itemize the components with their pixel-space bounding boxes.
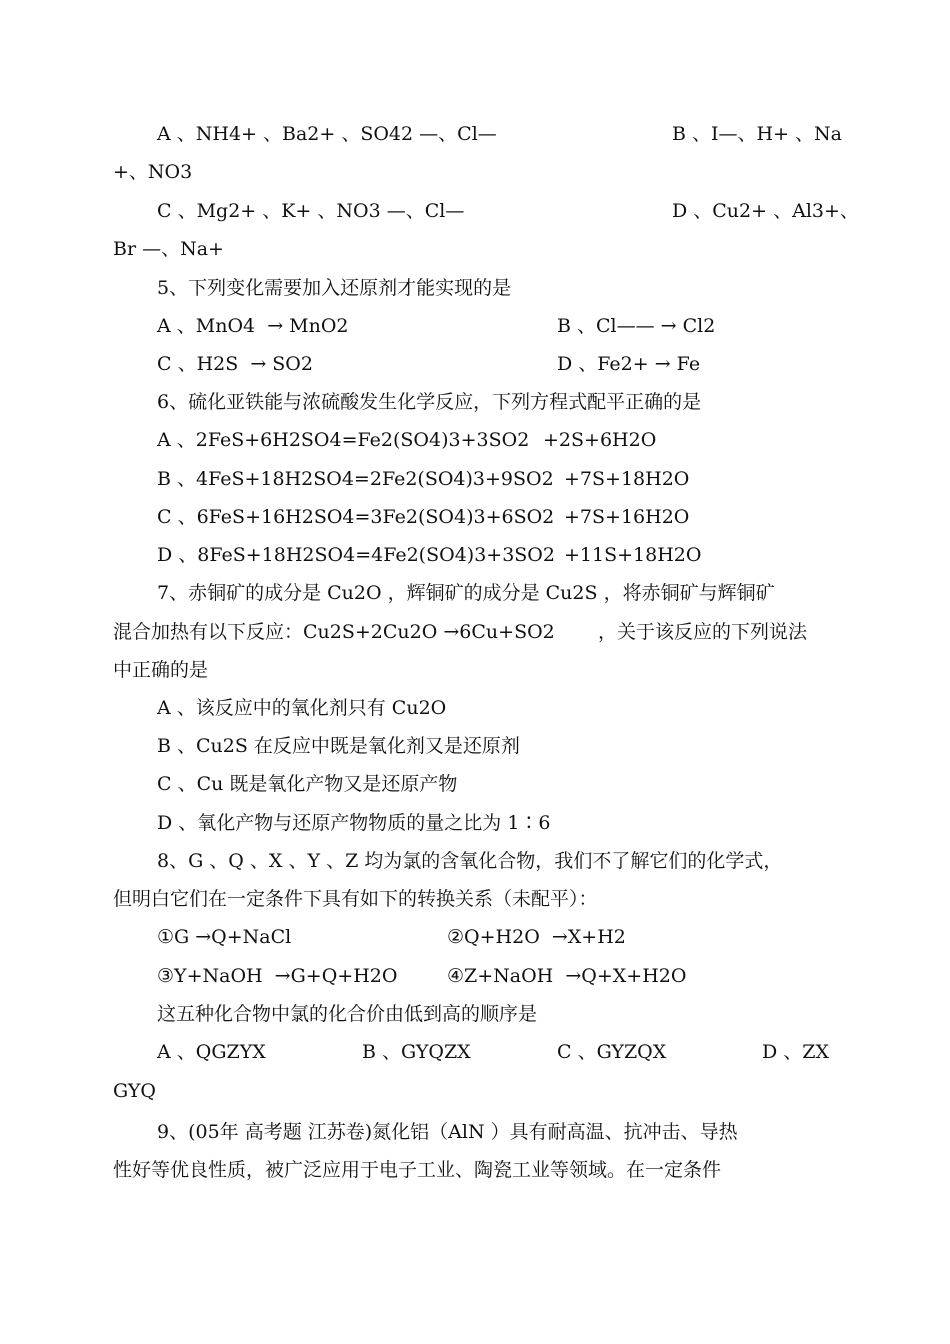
- q5-option-a: A 、MnO4 → MnO2: [157, 315, 349, 337]
- q8-option-d-continued: GYQ: [113, 1080, 156, 1102]
- q8-reaction-1: ①G →Q+NaCl: [157, 926, 292, 948]
- q7-option-c: C 、Cu 既是氧化产物又是还原产物: [157, 773, 458, 795]
- q8-stem-line-2: 但明白它们在一定条件下具有如下的转换关系（未配平）：: [113, 888, 598, 910]
- q4-option-d: D 、Cu2+ 、Al3+、: [672, 200, 859, 222]
- q9-stem-line-1: 9、(05年 高考题 江苏卷)氮化铝（AlN ）具有耐高温、抗冲击、导热: [157, 1121, 738, 1143]
- q8-option-b: B 、GYQZX: [362, 1041, 471, 1063]
- q9-stem-line-2: 性好等优良性质，被广泛应用于电子工业、陶瓷工业等领域。在一定条件: [113, 1159, 722, 1181]
- q7-option-b: B 、Cu2S 在反应中既是氧化剂又是还原剂: [157, 735, 520, 757]
- q7-stem-line-3: 中正确的是: [113, 659, 209, 681]
- q8-question: 这五种化合物中氯的化合价由低到高的顺序是: [157, 1003, 538, 1025]
- q6-option-b-tail: +7S+18H2O: [564, 468, 690, 490]
- q4-option-b: B 、I—、H+ 、Na: [672, 123, 842, 145]
- q6-option-b: B 、4FeS+18H2SO4=2Fe2(SO4)3+9SO2: [157, 468, 554, 490]
- q6-option-c-tail: +7S+16H2O: [564, 506, 690, 528]
- q8-option-d: D 、ZX: [762, 1041, 830, 1063]
- q8-reaction-4: ④Z+NaOH →Q+X+H2O: [447, 965, 687, 987]
- q4-option-a: A 、NH4+ 、Ba2+ 、SO42 —、Cl—: [157, 123, 497, 145]
- q7-stem-line-1: 7、赤铜矿的成分是 Cu2O ，辉铜矿的成分是 Cu2S ，将赤铜矿与辉铜矿: [157, 582, 775, 604]
- q5-option-c: C 、H2S → SO2: [157, 353, 313, 375]
- q7-stem-line-2-tail: ，关于该反应的下列说法: [598, 621, 808, 643]
- q7-stem-line-2: 混合加热有以下反应：Cu2S+2Cu2O →6Cu+SO2: [113, 621, 555, 643]
- q6-option-c: C 、6FeS+16H2SO4=3Fe2(SO4)3+6SO2: [157, 506, 555, 528]
- q8-stem-line-1: 8、G 、Q 、X 、Y 、Z 均为氯的含氧化合物，我们不了解它们的化学式，: [157, 850, 783, 872]
- q7-option-d: D 、氧化产物与还原产物物质的量之比为 1∶6: [157, 812, 551, 834]
- q6-option-d: D 、8FeS+18H2SO4=4Fe2(SO4)3+3SO2: [157, 544, 555, 566]
- q5-option-d: D 、Fe2+ → Fe: [557, 353, 701, 375]
- q8-option-a: A 、QGZYX: [157, 1041, 266, 1063]
- q8-reaction-3: ③Y+NaOH →G+Q+H2O: [157, 965, 398, 987]
- q7-option-a: A 、该反应中的氧化剂只有 Cu2O: [157, 697, 447, 719]
- q4-option-c: C 、Mg2+ 、K+ 、NO3 —、Cl—: [157, 200, 465, 222]
- q5-option-b: B 、Cl—— → Cl2: [557, 315, 716, 337]
- q6-option-a: A 、2FeS+6H2SO4=Fe2(SO4)3+3SO2: [157, 429, 530, 451]
- q8-reaction-2: ②Q+H2O →X+H2: [447, 926, 626, 948]
- q8-option-c: C 、GYZQX: [557, 1041, 667, 1063]
- q4-option-d-continued: Br —、Na+: [113, 238, 224, 260]
- q4-option-b-continued: +、NO3: [113, 161, 193, 183]
- q5-stem: 5、下列变化需要加入还原剂才能实现的是: [157, 277, 512, 299]
- q6-option-d-tail: +11S+18H2O: [564, 544, 702, 566]
- q6-option-a-tail: +2S+6H2O: [543, 429, 657, 451]
- q6-stem: 6、硫化亚铁能与浓硫酸发生化学反应，下列方程式配平正确的是: [157, 391, 702, 413]
